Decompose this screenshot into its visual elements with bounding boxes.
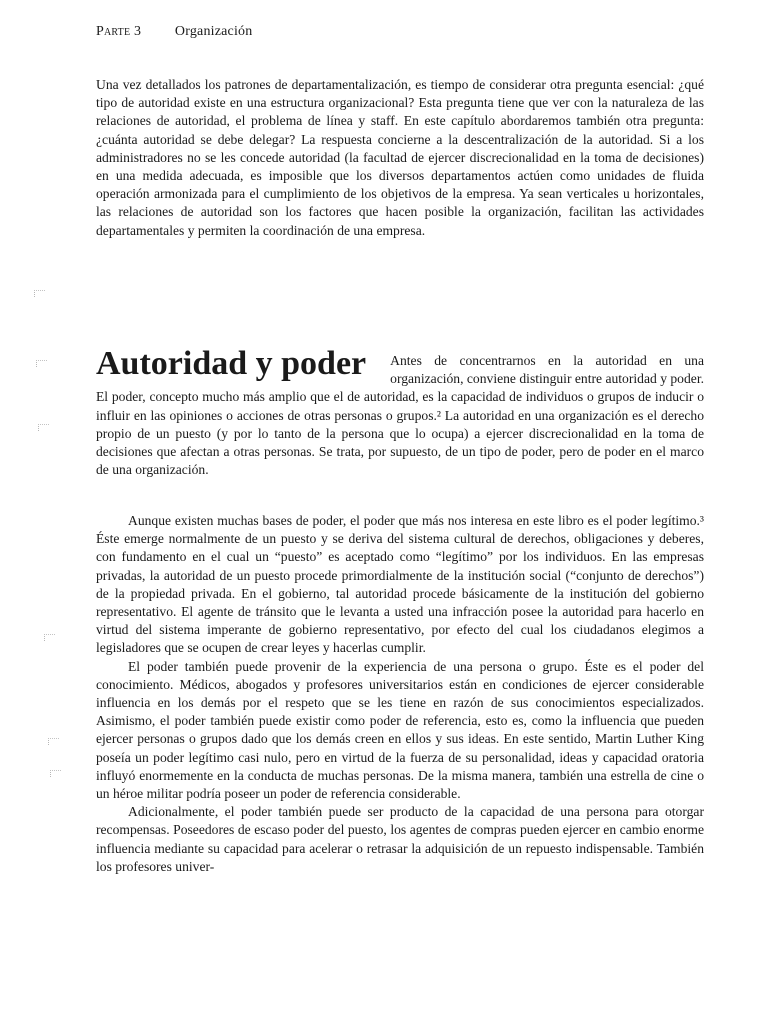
section-body	[96, 512, 704, 876]
scan-speck	[44, 634, 55, 641]
chapter-title: Organización	[174, 24, 253, 39]
scan-speck	[38, 424, 49, 431]
scan-speck	[48, 738, 59, 745]
section-first-paragraph: Antes de concentrarnos en la autoridad en una organización, conviene distinguir entre autoridad y poder. El poder, concepto mucho más amplio que el de autoridad, es la capacidad de individuos o grupos de inducir o influir en las opiniones o acciones de otras personas o grupos.² La autoridad en una organización es el derecho propio de un puesto (y por lo tanto de la persona que lo ocupa) a ejercer discrecionalidad en la toma de decisiones que afectan a otras personas. Se trata, por supuesto, de un tipo de poder, pero de poder en el marco de una organización.	[96, 353, 704, 478]
scan-speck	[36, 360, 47, 367]
paragraph-recompensas: Adicionalmente, el poder también puede ser producto de la capacidad de una persona para otorgar recompensas. Poseedores de escaso poder del puesto, los agentes de compras pueden ejercer en cambio enorme influencia mediante su capacidad para acelerar o retrasar la adquisición de un repuesto indispensable. También los profesores univer-	[96, 804, 704, 874]
paragraph-bases-de-poder: Aunque existen muchas bases de poder, el poder que más nos interesa en este libro es el poder legítimo.³ Éste emerge normalmente de un puesto y se deriva del sistema cultural de derechos, obligaciones y deberes, con fundamento en el cual un “puesto” es aceptado como “legítimo” por los individuos. En las empresas privadas, la autoridad de un puesto procede primordialmente de la institución social (“conjunto de derechos”) de la propiedad privada. En el gobierno, tal autoridad procede básicamente de la institución del gobierno representativo. El agente de tránsito que le levanta a usted una infracción posee la autoridad para hacerlo en virtud del sistema imperante de gobierno representativo, por efecto del cual los ciudadanos elegimos a legisladores que se ocupen de crear leyes y hacerlas cumplir.	[96, 513, 704, 656]
scan-speck	[50, 770, 61, 777]
paragraph-experiencia: El poder también puede provenir de la experiencia de una persona o grupo. Éste es el poder del conocimiento. Médicos, abogados y profesores universitarios están en condiciones de ejercer considerable influencia en los demás por el respeto que se les tiene en razón de sus conocimientos especializados. Asimismo, el poder también puede existir como poder de referencia, esto es, como la influencia que pueden ejercer personas o grupos dado que los demás creen en ellos y sus ideas. En este sentido, Martin Luther King poseía un poder legítimo casi nulo, pero en virtud de la fuerza de su personalidad, ideas y capacidad oratoria influyó enormemente en la conducta de muchas personas. De la misma manera, también una estrella de cine o un héroe militar podría poseer un poder de referencia considerable.	[96, 658, 704, 802]
section-autoridad-y-poder	[96, 342, 704, 479]
section-heading: Autoridad y poder	[96, 345, 367, 382]
part-label: Parte 3	[96, 24, 142, 39]
scan-speck	[34, 290, 45, 297]
running-header	[96, 24, 252, 40]
intro-paragraph: Una vez detallados los patrones de departamentalización, es tiempo de considerar otra pregunta esencial: ¿qué tipo de autoridad existe en una estructura organizacional? Esta pregunta tiene que ver con la naturaleza de las relaciones de autoridad, el problema de línea y staff. En este capítulo abordaremos también otra pregunta: ¿cuánta autoridad se debe delegar? La respuesta concierne a la descentralización de la autoridad. Si a los administradores no se les concede autoridad (la facultad de ejercer discrecionalidad en la toma de decisiones) en una medida adecuada, es imposible que los diversos departamentos actúen como unidades de fluida operación armonizada para el cumplimiento de los objetivos de la empresa. Ya sean verticales u horizontales, las relaciones de autoridad son los factores que hacen posible la organización, facilitan las actividades departamentales y permiten la coordinación de una empresa.	[96, 77, 704, 238]
